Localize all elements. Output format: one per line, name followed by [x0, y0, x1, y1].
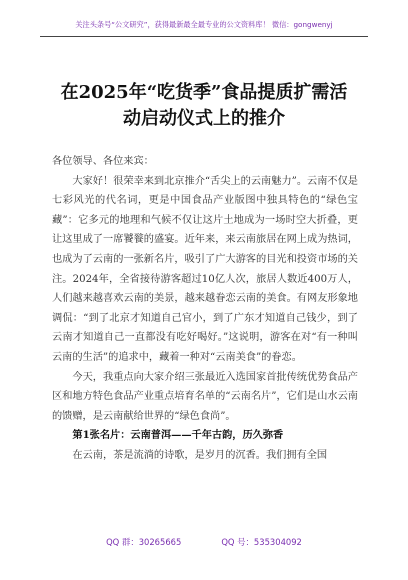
footer-qq-group: QQ 群：30265665	[106, 537, 182, 547]
footer-qq-number: QQ 号：535304092	[221, 537, 302, 547]
title-line-2: 动启动仪式上的推介	[123, 108, 285, 129]
title-line-1: 在2025年“吃货季”食品提质扩需活	[60, 82, 348, 103]
document-title	[30, 80, 378, 132]
document-body	[52, 152, 358, 466]
paragraph-2: 今天，我重点向大家介绍三张最近入选国家首批传统优势食品产区和地方特色食品产业重点培育名单的“云南名片”，它们是山水云南的馈赠，是云南献给世界的“绿色食尚”。	[52, 371, 358, 422]
salutation: 各位领导、各位来宾：	[52, 156, 154, 167]
section-heading: 第1张名片：云南普洱——千年古韵，历久弥香	[72, 429, 284, 442]
paragraph-1: 大家好！很荣幸来到北京推介“舌尖上的云南魅力”。云南不仅是七彩风光的代名词，更是中国食品产业版图中独具特色的“绿色宝藏”：它多元的地理和气候不仅让这片土地成为一场时空大折叠，更让这里成了一席饕餮的盛宴。近年来，来云南旅居在网上成为热词，也成为了云南的一张新名片，吸引了广大游客的目光和投资市场的关注。2024年，全省接待游客超过10亿人次，旅居人数近400万人，人们越来越喜欢云南的美景，越来越眷恋云南的美食。有网友形象地调侃：“到了北京才知道自己官小，到了广东才知道自己钱少，到了云南才知道自己一直都没有吃好喝好。”这说明，游客在对“有一种叫云南的生活”的追求中，藏着一种对“云南美食”的眷恋。	[52, 175, 358, 363]
top-divider	[40, 36, 368, 37]
top-banner: 关注头条号“公文研究”，获得最新最全最专业的公文资料库！ 微信：gongwenyj	[75, 20, 333, 29]
footer	[0, 536, 408, 548]
section-paragraph: 在云南，茶是流淌的诗歌，是岁月的沉香。我们拥有全国	[72, 449, 328, 461]
